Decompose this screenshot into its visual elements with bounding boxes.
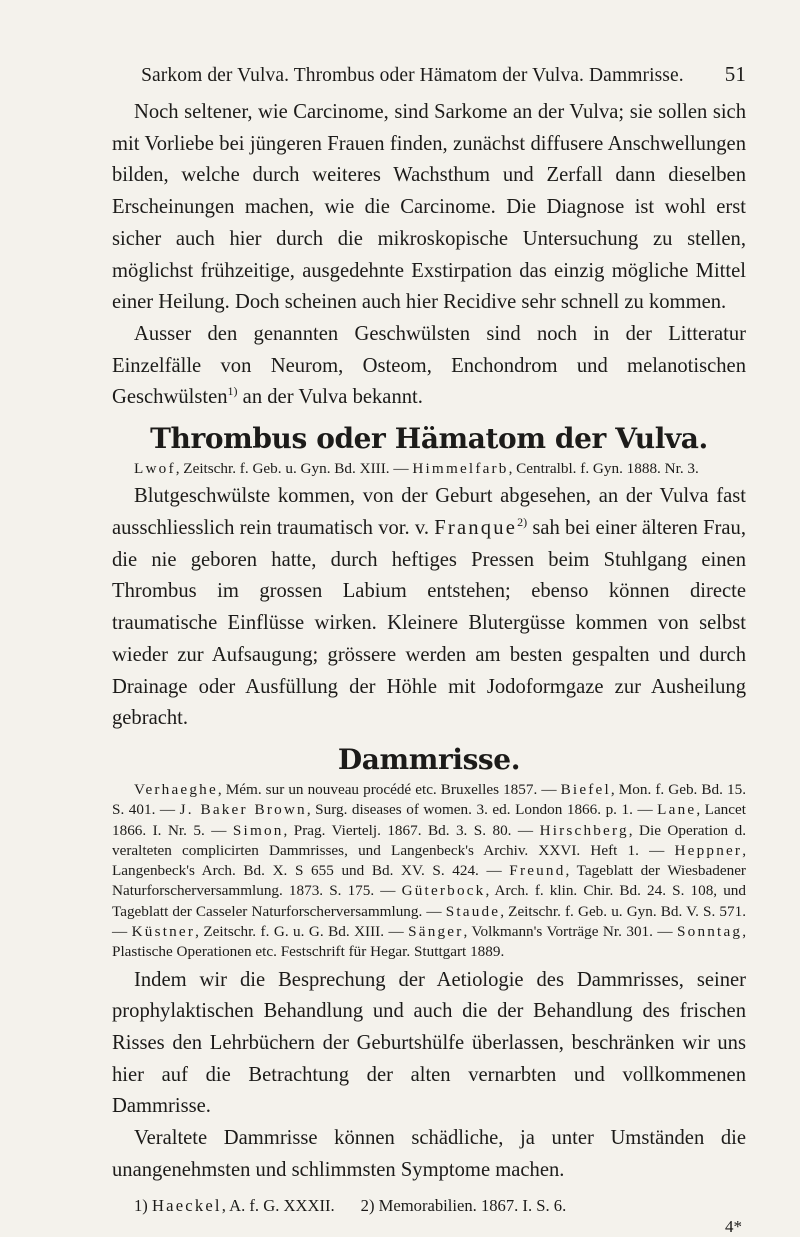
footnote-2-text: Memorabilien. 1867. I. S. 6. xyxy=(374,1195,567,1215)
ref-text: , Surg. diseases of women. 3. ed. London 1866. p. 1. — xyxy=(306,801,658,819)
page-number: 51 xyxy=(724,62,746,86)
ref-text: , Langenbeck's Arch. Bd. X. S 655 und Bd. XV. S. 424. — xyxy=(112,841,746,880)
ref-author: Himmelfarb xyxy=(412,460,509,478)
references-dammrisse xyxy=(112,780,746,963)
ref-author: Sonntag xyxy=(677,923,743,941)
ref-author: Hirschberg xyxy=(539,821,629,839)
ref-text: , Tageblatt der Wiesbadener Naturforscherversammlung. 1873. S. 175. — xyxy=(112,862,746,900)
ref-text: , Prag. Viertelj. 1867. Bd. 3. S. 80. — xyxy=(283,821,540,839)
ref-text: , Volkmann's Vorträge Nr. 301. — xyxy=(463,923,678,941)
paragraph-einzelfaelle xyxy=(112,319,746,414)
ref-text: , Zeitschr. f. Geb. u. Gyn. Bd. XIII. — xyxy=(175,460,413,478)
footnote-1-author: Haeckel xyxy=(151,1195,222,1215)
ref-text: , Mon. f. Geb. Bd. 15. S. 401. — xyxy=(112,780,746,819)
ref-author: Biefel xyxy=(560,780,611,798)
references-thrombus xyxy=(112,459,746,479)
ref-author: Freund xyxy=(509,862,566,880)
footnotes xyxy=(112,1195,746,1217)
ref-text: , Lancet 1866. I. Nr. 5. — xyxy=(112,801,746,839)
ref-author: Staude xyxy=(445,902,501,920)
section-heading-thrombus: Thrombus oder Hämatom der Vulva. xyxy=(150,422,708,456)
paragraph-sarkome: Noch seltener, wie Carcinome, sind Sarkome an der Vulva; sie sollen sich mit Vorliebe bei jüngeren Frauen finden, zunächst diffusere Anschwellungen bilden, welche durch weiteres Wachsthum und Zerfall dann dieselben Erscheinungen machen, wie die Carcinome. Die Diagnose ist wohl erst sicher auch hier durch die mikroskopische Untersuchung zu stellen, möglichst frühzeitige, ausgedehnte Exstirpation das einzig mögliche Mittel einer Heilung. Doch scheinen auch hier Recidive sehr schnell zu kommen. xyxy=(112,101,746,314)
paragraph-veraltete: Veraltete Dammrisse können schädliche, ja unter Umständen die unangenehmsten und schlimmsten Symptome machen. xyxy=(112,1127,746,1181)
running-title: Sarkom der Vulva. Thrombus oder Hämatom der Vulva. Dammrisse. xyxy=(141,65,684,86)
ref-author: Verhaeghe xyxy=(134,780,218,798)
signature-mark: 4* xyxy=(725,1216,742,1236)
ref-text: , Arch. f. klin. Chir. Bd. 24. S. 108, und Tageblatt der Casseler Naturforscherversammlung. — xyxy=(112,882,746,920)
paragraph-text: Blutgeschwülste kommen, von der Geburt abgesehen, an der Vulva fast ausschliesslich rein traumatisch vor. v. xyxy=(112,485,746,540)
ref-author: Güterbock xyxy=(401,882,486,900)
section-heading-dammrisse: Dammrisse. xyxy=(337,742,521,776)
footnote-ref-2: 2) xyxy=(517,515,528,530)
ref-author: Lwof xyxy=(134,460,176,478)
ref-text: , Zeitschr. f. Geb. u. Gyn. Bd. V. S. 571. — xyxy=(112,902,746,941)
ref-text: , Zeitschr. f. G. u. G. Bd. XIII. — xyxy=(195,923,409,941)
paragraph-text: Ausser den genannten Geschwülsten sind noch in der Litteratur Einzelfälle von Neurom, Osteom, Enchondrom und melanotischen Geschwülsten xyxy=(112,322,746,409)
ref-text: , Centralbl. f. Gyn. 1888. Nr. 3. xyxy=(508,460,699,478)
ref-author: J. Baker Brown xyxy=(179,801,307,819)
footnote-2-mark: 2) xyxy=(360,1195,375,1215)
paragraph-text: an der Vulva bekannt. xyxy=(237,386,423,409)
ref-author: Sänger xyxy=(408,923,464,941)
footnote-ref-1: 1) xyxy=(227,384,238,399)
ref-author: Heppner xyxy=(674,841,743,859)
ref-text: , Die Operation d. veralteten complicirten Dammrisses, und Langenbeck's Archiv. XXVI. Heft 1. — xyxy=(112,821,746,859)
paragraph-text: sah bei einer älteren Frau, die nie geboren hatte, durch heftiges Pressen beim Stuhlgang einen Thrombus im grossen Labium entstehen; ebenso können directe traumatische Einflüsse wirken. Kleinere Blutergüsse kommen von selbst wieder zur Aufsaugung; grössere werden am besten gespalten und durch Drainage oder Ausfüllung der Höhle mit Jodoformgaze zur Ausheilung gebracht. xyxy=(112,517,746,730)
ref-text: , Mém. sur un nouveau procédé etc. Bruxelles 1857. — xyxy=(217,780,561,798)
footnote-1-mark: 1) xyxy=(134,1195,148,1215)
ref-author: Küstner xyxy=(131,923,196,941)
ref-text: , Plastische Operationen etc. Festschrift für Hegar. Stuttgart 1889. xyxy=(112,923,746,961)
paragraph-blutgeschwuelste xyxy=(112,481,746,735)
paragraph-besprechung: Indem wir die Besprechung der Aetiologie des Dammrisses, seiner prophylaktischen Behandlung und auch die der Behandlung des frischen Risses den Lehrbüchern der Geburtshülfe überlassen, beschränken wir uns hier auf die Betrachtung der alten vernarbten und vollkommenen Dammrisse. xyxy=(112,968,746,1118)
ref-author: Lane xyxy=(657,801,697,819)
footnote-1-text: , A. f. G. XXXII. xyxy=(221,1195,335,1215)
author-name: Franque xyxy=(434,517,518,540)
ref-author: Simon xyxy=(232,821,284,839)
running-header xyxy=(112,62,746,87)
